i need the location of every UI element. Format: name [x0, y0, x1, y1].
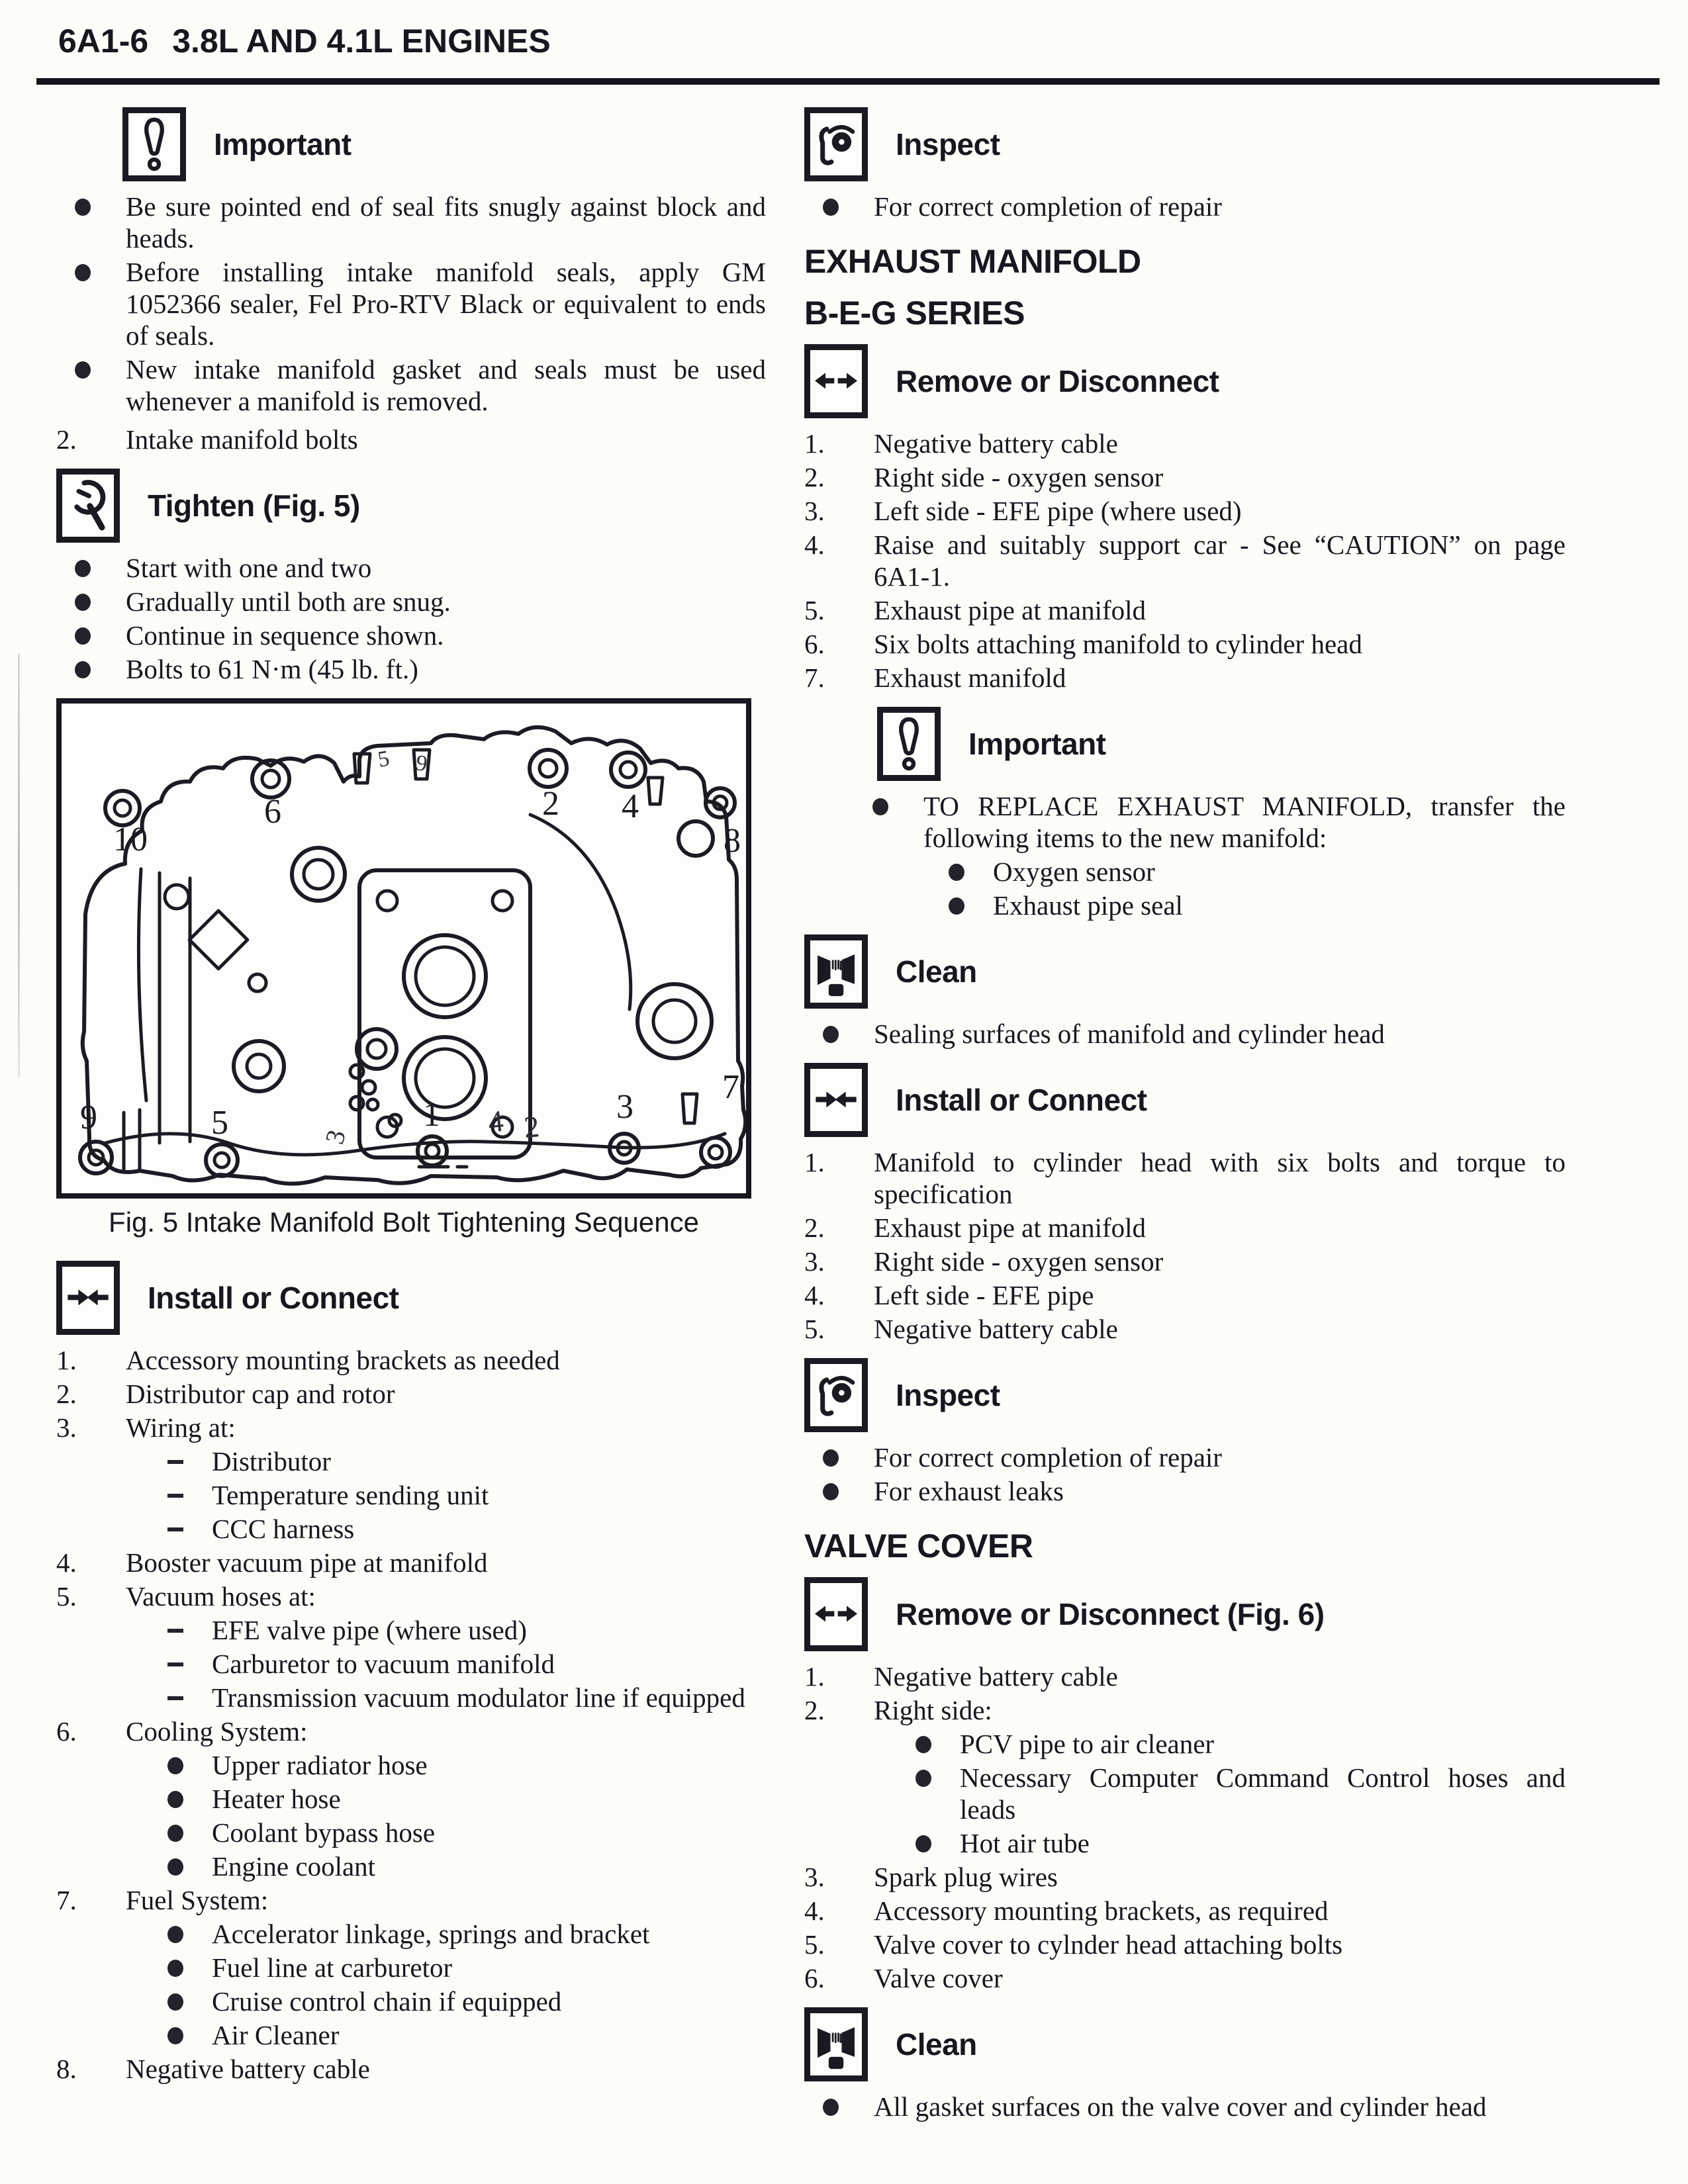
bullet-item [56, 552, 766, 584]
cast-mark: 3 [319, 1126, 352, 1148]
page-title: 3.8L AND 4.1L ENGINES [172, 23, 551, 60]
bolt-label-6: 6 [264, 793, 281, 831]
page-code: 6A1-6 [58, 23, 149, 60]
header-rule [36, 78, 1660, 85]
numbered-item [56, 1580, 766, 1612]
item-number: 1. [804, 1147, 825, 1177]
sub-text: Upper radiator hose [212, 1750, 428, 1780]
item-number: 5. [804, 595, 825, 625]
numbered-item [804, 495, 1566, 527]
item-number: 8. [56, 2054, 77, 2084]
sub-text: Carburetor to vacuum manifold [212, 1649, 555, 1679]
item-text: Wiring at: [126, 1412, 236, 1443]
section-label: Inspect [896, 1378, 1000, 1412]
numbered-item [804, 1895, 1566, 1927]
item-text: Negative battery cable [874, 1314, 1118, 1344]
bullet-marker [804, 1018, 874, 1050]
bullet-item [56, 653, 766, 685]
bullet-text: Continue in sequence shown. [126, 620, 444, 651]
sub-text: EFE valve pipe (where used) [212, 1615, 527, 1645]
bullet-text: For correct completion of repair [874, 191, 1222, 222]
dash-marker [156, 1648, 212, 1680]
clean-icon [804, 934, 868, 1009]
bullet-marker [854, 790, 923, 854]
section-label: Inspect [896, 127, 1000, 161]
bullet-text: TO REPLACE EXHAUST MANIFOLD, transfer the following items to the new manifold: [923, 791, 1566, 853]
section-remove-2 [804, 1577, 1566, 1651]
bullet-item [804, 1441, 1566, 1473]
dash-item [156, 1479, 766, 1511]
bullet-marker [804, 2091, 874, 2122]
sub-text: PCV pipe to air cleaner [960, 1729, 1215, 1759]
item-number: 5. [56, 1581, 77, 1612]
bullet-item [904, 1762, 1566, 1825]
bullet-text: Before installing intake manifold seals, apply GM 1052366 sealer, Fel Pro-RTV Black or equivalent to ends of seals. [126, 257, 766, 351]
dash-marker [156, 1445, 212, 1477]
sub-list [56, 1445, 766, 1545]
bolt-label-8: 8 [724, 822, 741, 860]
numbered-item [804, 1929, 1566, 1960]
numbered-item [56, 1547, 766, 1578]
sub-text: Transmission vacuum modulator line if equipped [212, 1682, 745, 1713]
bullet-item [56, 353, 766, 417]
item-text: Six bolts attaching manifold to cylinder head [874, 629, 1362, 659]
bullet-marker [56, 619, 126, 651]
item-text: Distributor cap and rotor [126, 1379, 395, 1409]
section-label: Remove or Disconnect [896, 364, 1219, 398]
item-number: 4. [804, 1895, 825, 1926]
sub-text: CCC harness [212, 1514, 355, 1544]
section-label: Clean [896, 954, 977, 989]
numbered-item [804, 1212, 1566, 1244]
bolt-label-10: 10 [113, 821, 148, 858]
item-text: Right side - oxygen sensor [874, 462, 1164, 492]
item-text: Left side - EFE pipe [874, 1280, 1094, 1310]
section-install-left [56, 1261, 766, 1335]
sub-text: Exhaust pipe seal [993, 890, 1183, 921]
item-text: Accessory mounting brackets as needed [126, 1345, 560, 1375]
section-label: Install or Connect [148, 1281, 399, 1315]
cast-mark: 5 [375, 746, 392, 772]
heading-exhaust-manifold: EXHAUST MANIFOLD [804, 243, 1141, 280]
bullet-item [156, 1749, 766, 1781]
sub-text: Heater hose [212, 1784, 341, 1814]
numbered-item [804, 1861, 1566, 1893]
bullet-marker [937, 856, 993, 887]
item-number: 1. [804, 428, 825, 459]
item-text: Exhaust pipe at manifold [874, 1212, 1147, 1243]
item-text: Intake manifold bolts [126, 424, 358, 455]
numbered-item [56, 424, 766, 455]
item-number: 4. [804, 1280, 825, 1310]
numbered-item [804, 1962, 1566, 1994]
item-number: 2. [804, 1695, 825, 1725]
bullet-text: Sealing surfaces of manifold and cylinder head [874, 1019, 1385, 1049]
section-label: Tighten (Fig. 5) [148, 488, 360, 523]
sub-text: Temperature sending unit [212, 1480, 489, 1510]
cast-mark: 4 [486, 1103, 505, 1139]
scan-artifact [18, 654, 20, 1077]
bullet-item [156, 2019, 766, 2051]
sub-text: Coolant bypass hose [212, 1817, 436, 1848]
bullet-text: All gasket surfaces on the valve cover and cylinder head [874, 2091, 1487, 2122]
bullet-marker [156, 1850, 212, 1882]
item-text: Accessory mounting brackets, as required [874, 1895, 1329, 1926]
sub-text: Necessary Computer Command Control hoses and leads [960, 1762, 1566, 1825]
item-text: Spark plug wires [874, 1862, 1058, 1892]
numbered-item [804, 529, 1566, 592]
bullet-marker [156, 2019, 212, 2051]
item-number: 7. [804, 662, 825, 693]
bolt-label-3: 3 [616, 1088, 633, 1126]
dash-item [156, 1682, 766, 1713]
item-text: Negative battery cable [874, 1661, 1118, 1692]
section-install-right [804, 1063, 1566, 1137]
item-number: 3. [804, 496, 825, 526]
item-number: 2. [56, 424, 77, 455]
bullet-item [156, 1918, 766, 1950]
numbered-item [56, 1378, 766, 1410]
remove-disconnect-icon [804, 344, 868, 418]
item-text: Right side - oxygen sensor [874, 1246, 1164, 1277]
dash-item [156, 1513, 766, 1545]
dash-marker [156, 1479, 212, 1511]
bullet-item [937, 889, 1566, 921]
section-label: Important [968, 727, 1106, 761]
bullet-marker [156, 1985, 212, 2017]
bolt-label-1: 1 [423, 1096, 440, 1134]
tighten-icon [56, 469, 120, 543]
bullet-marker [904, 1728, 960, 1760]
bullet-item [156, 1783, 766, 1815]
bullet-text: Be sure pointed end of seal fits snugly against block and heads. [126, 191, 766, 253]
item-number: 2. [804, 1212, 825, 1243]
bullet-text: For exhaust leaks [874, 1476, 1064, 1506]
section-clean-1 [804, 934, 1566, 1009]
numbered-item [804, 1246, 1566, 1277]
important-icon [877, 707, 941, 781]
bullet-marker [56, 191, 126, 254]
bullet-marker [156, 1749, 212, 1781]
important-2-block [804, 707, 1566, 921]
section-label: Install or Connect [896, 1083, 1147, 1117]
item-number: 1. [56, 1345, 77, 1375]
bullet-marker [804, 1441, 874, 1473]
sub-list [56, 1918, 766, 2051]
bolt-label-2: 2 [542, 785, 559, 823]
section-clean-2 [804, 2007, 1566, 2081]
numbered-item [56, 1344, 766, 1376]
dash-marker [156, 1614, 212, 1646]
dash-marker [156, 1513, 212, 1545]
bullet-item [937, 856, 1566, 887]
dash-item [156, 1648, 766, 1680]
bullet-item [854, 790, 1566, 854]
item-number: 1. [804, 1661, 825, 1692]
item-text: Raise and suitably support car - See “CAUTION” on page 6A1-1. [874, 529, 1566, 592]
sub-text: Engine coolant [212, 1851, 376, 1882]
section-inspect-1 [804, 107, 1566, 181]
item-text: Fuel System: [126, 1885, 269, 1915]
item-text: Valve cover to cylnder head attaching bolts [874, 1929, 1343, 1960]
clean-icon [804, 2007, 868, 2081]
item-number: 6. [56, 1716, 77, 1747]
bolt-label-9: 9 [80, 1099, 97, 1136]
item-text: Vacuum hoses at: [126, 1581, 316, 1612]
bullet-marker [804, 191, 874, 222]
item-number: 6. [804, 629, 825, 659]
bullet-item [804, 2091, 1566, 2122]
item-text: Manifold to cylinder head with six bolts and torque to specification [874, 1147, 1566, 1209]
section-tighten [56, 469, 766, 543]
bullet-marker [56, 353, 126, 417]
numbered-item [804, 1146, 1566, 1210]
bullet-item [156, 1985, 766, 2017]
item-number: 3. [56, 1412, 77, 1443]
inspect-icon [804, 107, 868, 181]
sub-list [56, 1749, 766, 1882]
numbered-item [804, 1313, 1566, 1345]
bullet-marker [937, 889, 993, 921]
sub-text: Accelerator linkage, springs and bracket [212, 1919, 650, 1949]
section-remove-1 [804, 344, 1566, 418]
bullet-item [904, 1827, 1566, 1859]
cast-mark: 2 [522, 1109, 541, 1144]
bullet-marker [904, 1762, 960, 1825]
dash-marker [156, 1682, 212, 1713]
numbered-item [804, 1694, 1566, 1726]
bullet-item [904, 1728, 1566, 1760]
item-number: 2. [804, 462, 825, 492]
important-icon [122, 107, 186, 181]
figure-caption: Fig. 5 Intake Manifold Bolt Tightening Sequence [109, 1206, 699, 1238]
bullet-item [56, 586, 766, 617]
bullet-item [804, 1018, 1566, 1050]
item-text: Negative battery cable [874, 428, 1118, 459]
numbered-item [804, 1661, 1566, 1692]
bolt-label-7: 7 [722, 1068, 739, 1106]
numbered-item [804, 628, 1566, 660]
bullet-marker [804, 1475, 874, 1507]
item-number: 3. [804, 1862, 825, 1892]
section-important-2 [877, 707, 1566, 781]
numbered-item [804, 428, 1566, 459]
sub-list [804, 1728, 1566, 1859]
dash-item [156, 1445, 766, 1477]
numbered-item [56, 2053, 766, 2085]
item-text: Negative battery cable [126, 2054, 370, 2084]
dash-item [156, 1614, 766, 1646]
item-number: 6. [804, 1963, 825, 1993]
sub-list [56, 1614, 766, 1713]
bullet-text: Bolts to 61 N·m (45 lb. ft.) [126, 654, 418, 684]
item-text: Cooling System: [126, 1716, 308, 1747]
sub-text: Oxygen sensor [993, 856, 1155, 887]
bullet-marker [156, 1918, 212, 1950]
intake-manifold-drawing [62, 704, 746, 1193]
section-label: Important [214, 127, 352, 161]
heading-valve-cover: VALVE COVER [804, 1527, 1033, 1565]
install-connect-icon [56, 1261, 120, 1335]
item-text: Booster vacuum pipe at manifold [126, 1547, 488, 1578]
bullet-item [156, 1850, 766, 1882]
right-column [804, 103, 1566, 2122]
section-label: Clean [896, 2027, 977, 2062]
bolt-label-4: 4 [622, 788, 639, 825]
bullet-marker [156, 1817, 212, 1848]
item-text: Left side - EFE pipe (where used) [874, 496, 1242, 526]
numbered-item [804, 594, 1566, 626]
sub-text: Fuel line at carburetor [212, 1952, 453, 1983]
bullet-text: Start with one and two [126, 553, 372, 583]
bolt-label-5: 5 [211, 1104, 228, 1142]
numbered-item [804, 461, 1566, 493]
bullet-marker [156, 1952, 212, 1983]
numbered-item [56, 1715, 766, 1747]
numbered-item [56, 1884, 766, 1916]
install-connect-icon [804, 1063, 868, 1137]
numbered-item [804, 1279, 1566, 1311]
bullet-marker [56, 256, 126, 351]
item-text: Valve cover [874, 1963, 1003, 1993]
bullet-text: New intake manifold gasket and seals must be used whenever a manifold is removed. [126, 354, 766, 416]
bullet-marker [904, 1827, 960, 1859]
item-number: 3. [804, 1246, 825, 1277]
item-number: 7. [56, 1885, 77, 1915]
sub-text: Distributor [212, 1446, 331, 1477]
left-column [56, 103, 766, 2085]
bullet-item [56, 619, 766, 651]
numbered-item [56, 1412, 766, 1443]
bullet-marker [56, 586, 126, 617]
sub-text: Air Cleaner [212, 2020, 340, 2050]
bullet-text: For correct completion of repair [874, 1442, 1222, 1473]
bullet-item [156, 1817, 766, 1848]
cast-mark: 9 [414, 751, 429, 777]
bullet-marker [156, 1783, 212, 1815]
section-inspect-2 [804, 1358, 1566, 1432]
inspect-icon [804, 1358, 868, 1432]
item-number: 2. [56, 1379, 77, 1409]
item-number: 4. [804, 529, 825, 560]
remove-disconnect-icon [804, 1577, 868, 1651]
section-label: Remove or Disconnect (Fig. 6) [896, 1597, 1325, 1631]
sub-list [854, 856, 1566, 921]
item-text: Right side: [874, 1695, 992, 1725]
bullet-marker [56, 653, 126, 685]
page-header [58, 23, 551, 60]
bullet-text: Gradually until both are snug. [126, 586, 451, 617]
item-text: Exhaust manifold [874, 662, 1066, 693]
sub-text: Cruise control chain if equipped [212, 1986, 562, 2017]
item-text: Exhaust pipe at manifold [874, 595, 1147, 625]
item-number: 4. [56, 1547, 77, 1578]
bullet-item [156, 1952, 766, 1983]
section-important-1 [122, 107, 766, 181]
item-number: 5. [804, 1929, 825, 1960]
figure-5-intake-manifold [56, 698, 751, 1199]
numbered-item [804, 662, 1566, 694]
bullet-item [804, 191, 1566, 222]
item-number: 5. [804, 1314, 825, 1344]
sub-text: Hot air tube [960, 1828, 1090, 1858]
heading-beg-series: B-E-G SERIES [804, 295, 1025, 332]
bullet-item [56, 191, 766, 254]
bullet-marker [56, 552, 126, 584]
bullet-item [804, 1475, 1566, 1507]
bullet-item [56, 256, 766, 351]
